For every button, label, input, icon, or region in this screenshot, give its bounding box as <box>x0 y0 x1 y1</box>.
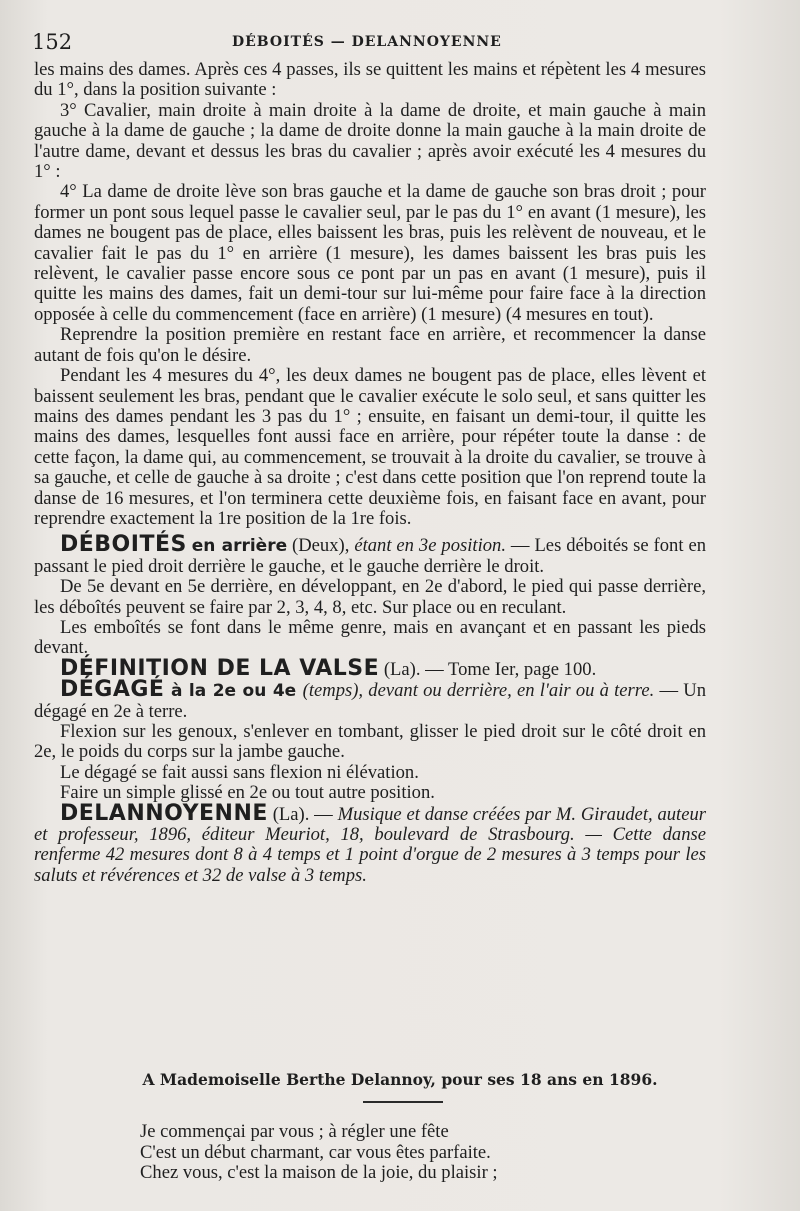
paragraph: Faire un simple glissé en 2e ou tout autre position. <box>60 782 435 804</box>
poem-line: Je commençai par vous ; à régler une fête <box>140 1121 449 1142</box>
entry-italic: étant en 3e position. <box>354 535 506 557</box>
entry-text: — Un dégagé en 2e à terre. <box>34 680 707 722</box>
dedication: A Mademoiselle Berthe Delannoy, pour ses 18 ans en 1896. <box>142 1070 658 1089</box>
entry-term: DELANNOYENNE <box>60 800 268 826</box>
paragraph: 3° Cavalier, main droite à main droite à la dame de droite, et main gauche à main gauche à la dame de gauche ; la dame de droite donne la main gauche à la main droite de l'autre dame, devant et dessus les bras du cavalier ; après avoir exécuté les 4 mesures du 1° : <box>34 99 706 183</box>
entry-subterm: à la 2e ou 4e <box>164 681 303 702</box>
running-title: DÉBOITÉS — DELANNOYENNE <box>232 34 502 50</box>
entry-italic: (temps), devant ou derrière, en l'air ou à terre. <box>302 680 655 702</box>
entry-degage <box>34 677 707 722</box>
paragraph: Flexion sur les genoux, s'enlever en tombant, glisser le pied droit sur le côté droit en 2e, le poids du corps sur la jambe gauche. <box>34 721 706 763</box>
entry-text: (Deux), <box>287 535 355 557</box>
entry-term: DÉBOITÉS <box>60 532 187 558</box>
paragraph: 4° La dame de droite lève son bras gauche et la dame de gauche son bras droit ; pour former un pont sous lequel passe le cavalier seul, par le pas du 1° en avant (1 mesure), les dames ne bougent pas de place, elles baissent les bras, puis les relèvent de nouveau, et le cavalier fait le pas du 1° en arrière (1 mesure), les dames baissent les bras puis les relèvent, le cavalier passe encore sous ce pont par un pas en avant (1 mesure), puis il quitte les mains des dames, fait un demi-tour sur lui-même pour faire face à la direction opposée à celle du commencement (face en arrière) (1 mesure) (4 mesures en tout). <box>34 181 706 325</box>
poem-line: Chez vous, c'est la maison de la joie, du plaisir ; <box>140 1162 498 1183</box>
page-number: 152 <box>32 30 73 54</box>
page-header <box>32 30 768 52</box>
entry-text: (La). — Tome Ier, page 100. <box>379 658 597 680</box>
paragraph: Reprendre la position première en restant face en arrière, et recommencer la danse autant de fois qu'on le désire. <box>34 324 706 366</box>
entry-subterm: en arrière <box>191 536 288 557</box>
paragraph: Le dégagé se fait aussi sans flexion ni élévation. <box>60 761 419 783</box>
entry-text: — Les déboités se font en passant le pied droit derrière le gauche, et le gauche derrière le droit. <box>34 535 707 577</box>
paragraph: Pendant les 4 mesures du 4°, les deux dames ne bougent pas de place, elles lèvent et baissent seulement les bras, pendant que le cavalier exécute le solo seul, et sans quitter les mains des dames pendant les 3 pas du 1° ; ensuite, en faisant un demi-tour, il quitte les mains des dames, lesquelles font aussi face en arrière, pour répéter toute la danse : de cette façon, la dame qui, au commencement, se trouvait à la droite du cavalier, se trouve à sa gauche, et celle de gauche à sa droite ; c'est dans cette position que l'on reprend toute la danse de 16 mesures, et l'on terminera cette deuxième fois, en faisant face en avant, pour reprendre exactement la 1re position de la 1re fois. <box>34 365 706 529</box>
entry-term: DÉFINITION DE LA VALSE <box>60 655 380 681</box>
poem-line: C'est un début charmant, car vous êtes parfaite. <box>140 1141 491 1163</box>
entry-italic: Musique et danse créées par M. Giraudet, auteur et professeur, 1896, éditeur Meuriot, 18, boulevard de Strasbourg. — Cette danse renferme 42 mesures dont 8 à 4 temps et 1 point d'orgue de 2 mesures à 3 temps pour les saluts et révérences et 32 de valse à 3 temps. <box>34 803 706 886</box>
poem <box>140 1122 498 1184</box>
entry-term: DÉGAGÉ <box>60 677 165 703</box>
entry-text: (La). — <box>267 803 338 825</box>
page-body <box>34 60 706 886</box>
entry-deboites <box>34 532 707 577</box>
divider-rule <box>363 1101 443 1103</box>
paragraph: De 5e devant en 5e derrière, en développant, en 2e d'abord, le pied qui passe derrière, les déboîtés peuvent se faire par 2, 3, 4, 8, etc. Sur place ou en reculant. <box>34 576 706 618</box>
paragraph: Les emboîtés se font dans le même genre, mais en avançant et en passant les pieds devant. <box>34 616 706 659</box>
entry-delannoyenne <box>34 800 706 887</box>
paragraph: les mains des dames. Après ces 4 passes, ils se quittent les mains et répètent les 4 mesures du 1°, dans la position suivante : <box>34 59 706 101</box>
